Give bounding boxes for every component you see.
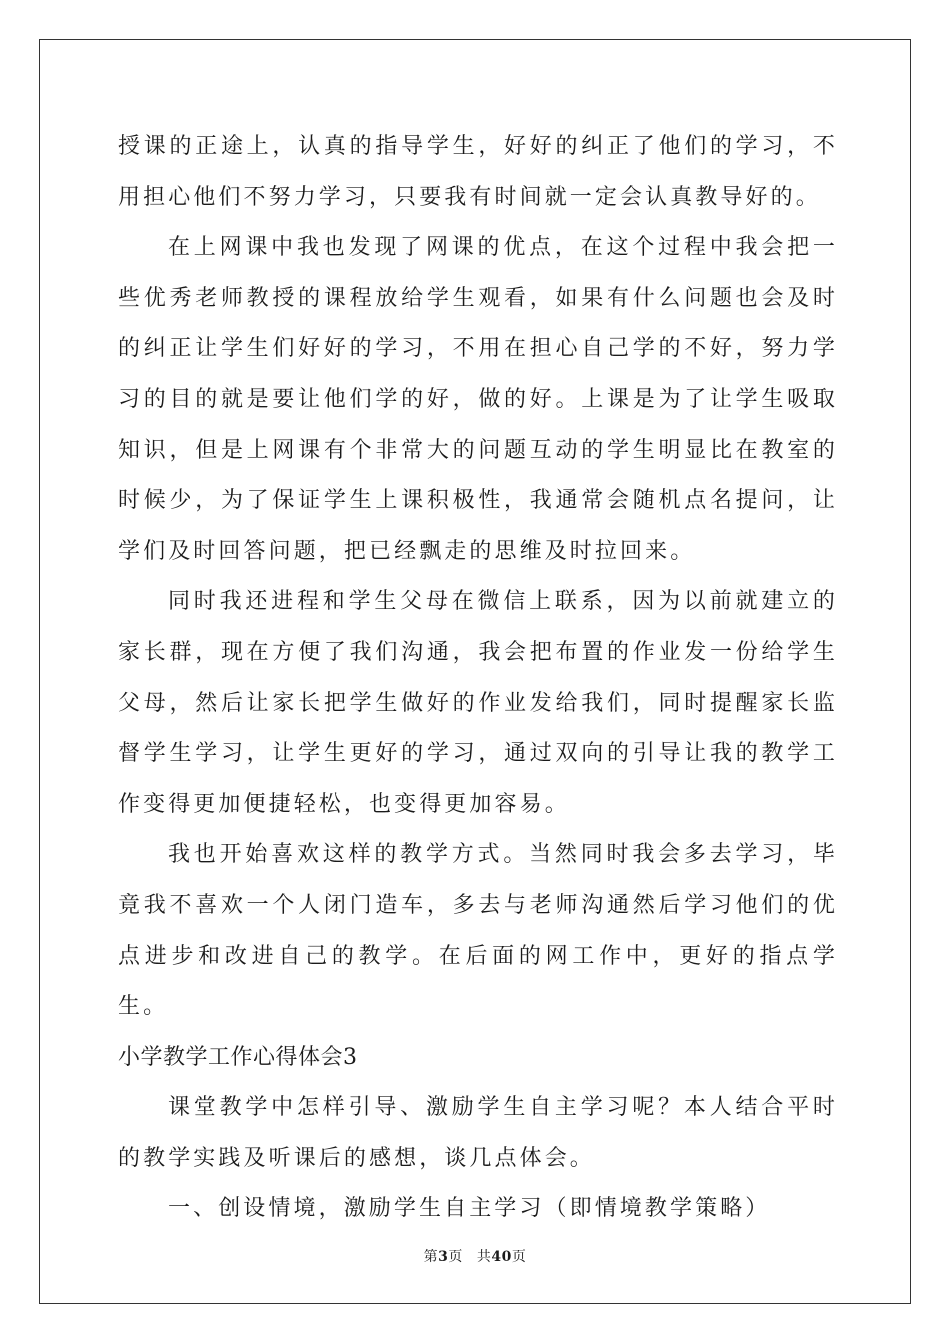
paragraph-3: 同时我还进程和学生父母在微信上联系，因为以前就建立的家长群，现在方便了我们沟通，我会把布置的作业发一份给学生父母，然后让家长把学生做好的作业发给我们，同时提醒家长监督学生学习，让学生更好的学习，通过双向的引导让我的教学工作变得更加便捷轻松，也变得更加容易。 xyxy=(118,589,838,817)
total-prefix: 共 xyxy=(476,1249,492,1265)
page-prefix: 第 xyxy=(423,1249,439,1265)
page-number: 3 xyxy=(438,1249,449,1265)
paragraph-1: 授课的正途上，认真的指导学生，好好的纠正了他们的学习，不用担心他们不努力学习，只要我有时间就一定会认真教导好的。 xyxy=(118,134,838,210)
paragraph-4: 我也开始喜欢这样的教学方式。当然同时我会多去学习，毕竟我不喜欢一个人闭门造车，多去与老师沟通然后学习他们的优点进步和改进自己的教学。在后面的网工作中，更好的指点学生。 xyxy=(118,842,838,1020)
page-suffix: 页 xyxy=(448,1249,463,1265)
document-body xyxy=(118,122,838,1235)
paragraph-5: 课堂教学中怎样引导、激励学生自主学习呢？本人结合平时的教学实践及听课后的感想，谈几点体会。 xyxy=(118,1095,838,1171)
section-heading: 小学教学工作心得体会3 xyxy=(118,1044,358,1070)
paragraph-2: 在上网课中我也发现了网课的优点，在这个过程中我会把一些优秀老师教授的课程放给学生观看，如果有什么问题也会及时的纠正让学生们好好的学习，不用在担心自己学的不好，努力学习的目的就是要让他们学的好，做的好。上课是为了让学生吸取知识，但是上网课有个非常大的问题互动的学生明显比在教室的时候少，为了保证学生上课积极性，我通常会随机点名提问，让学们及时回答问题，把已经飘走的思维及时拉回来。 xyxy=(118,235,838,564)
paragraph-6: 一、创设情境，激励学生自主学习（即情境教学策略） xyxy=(168,1196,771,1222)
total-suffix: 页 xyxy=(511,1249,527,1265)
page-footer xyxy=(0,1246,950,1266)
total-pages: 40 xyxy=(491,1249,512,1265)
